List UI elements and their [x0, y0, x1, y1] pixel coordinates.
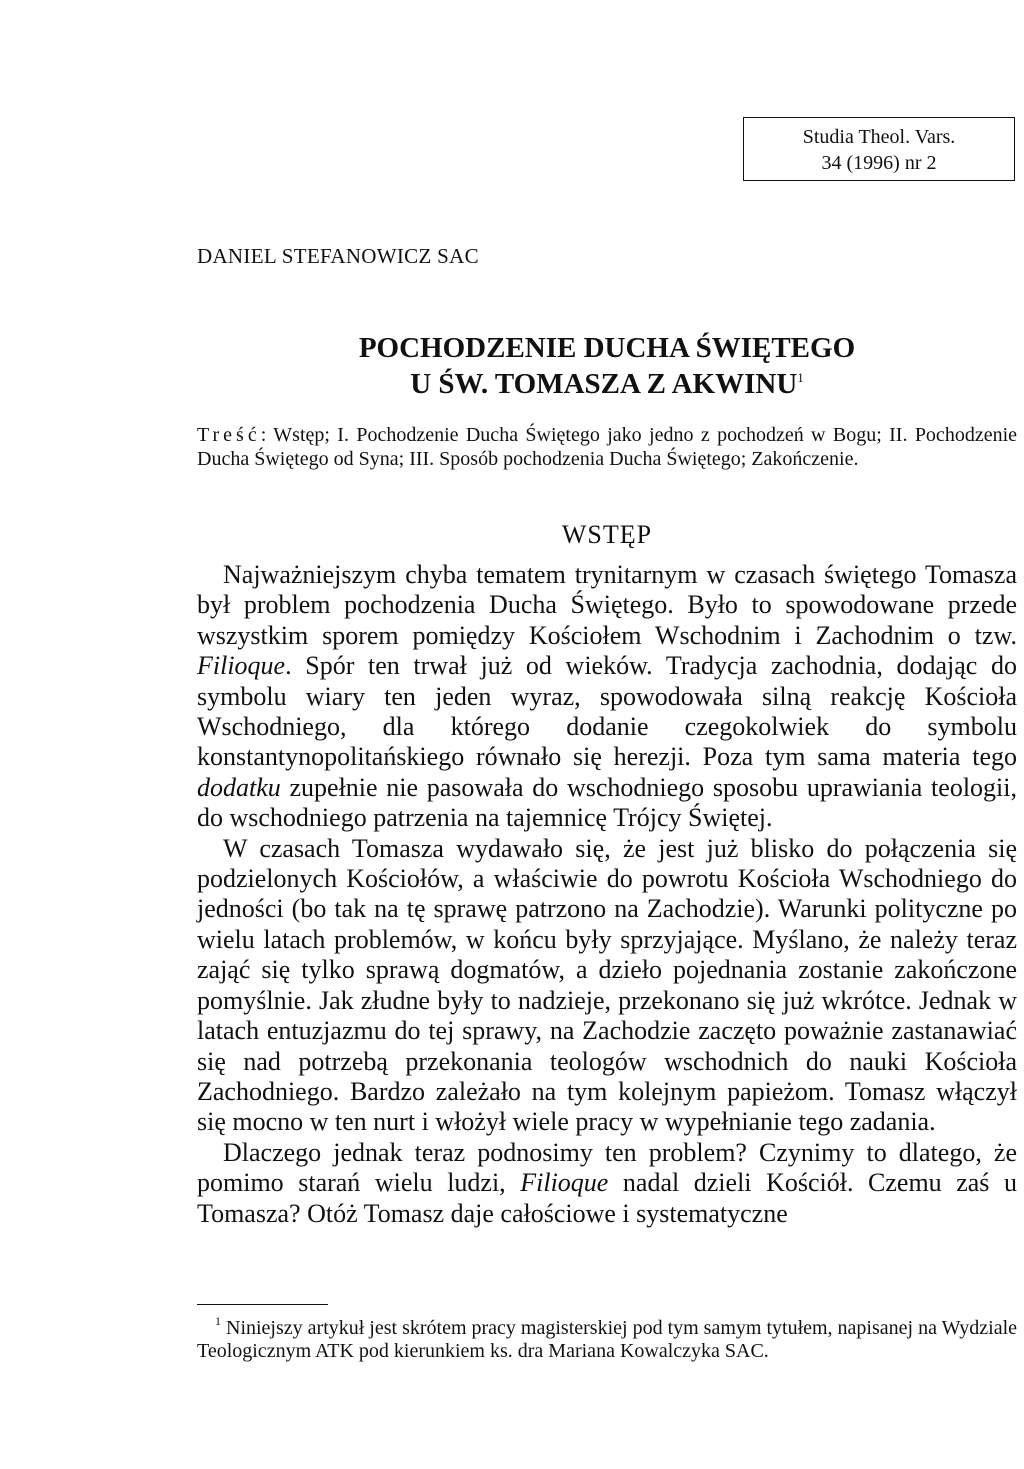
- paragraph-2: W czasach Tomasza wydawało się, że jest już blisko do połączenia się podzielonych Kościołów, a właściwie do powrotu Kościoła Wschodniego do jedności (bo tak na tę sprawę patrzono na Zachodzie). Warunki polityczne po wielu latach problemów, w końcu były sprzyjające. Myślano, że należy teraz zająć się tylko sprawą dogmatów, a dzieło pojednania zostanie zakończone pomyślnie. Jak złudne były to nadzieje, przekonano się już wkrótce. Jednak w latach entuzjazmu do tej sprawy, na Zachodzie zaczęto poważnie zastanawiać się nad potrzebą przekonania teologów wschodnich do nauki Kościoła Zachodniego. Bardzo zależało na tym kolejnym papieżom. Tomasz włączył się mocno w ten nurt i włożył wiele pracy w wypełnianie tego zadania.: [197, 833, 1017, 1137]
- term-filioque-2: Filioque: [520, 1168, 609, 1198]
- article-title: [197, 333, 1017, 399]
- paragraph-3: [197, 1138, 1017, 1229]
- table-of-contents: [197, 423, 1017, 471]
- contents-label: Treść: [197, 424, 261, 446]
- section-heading: WSTĘP: [561, 520, 653, 549]
- term-filioque: Filioque: [197, 651, 286, 681]
- paragraph-1-part-c: zupełnie nie pasowała do wschodniego sposobu uprawiania teologii, do wschodniego patrzenia na tajemnicę Trójcy Świętej.: [197, 772, 1017, 833]
- footnote-text: Niniejszy artykuł jest skrótem pracy magisterskiej pod tym samym tytułem, napisanej na Wydziale Teologicznym ATK pod kierunkiem ks. dra Mariana Kowalczyka SAC.: [197, 1317, 1018, 1362]
- journal-volume: 34 (1996) nr 2: [821, 152, 937, 174]
- term-dodatku: dodatku: [197, 772, 281, 802]
- paragraph-3-part-a: Dlaczego jednak teraz podnosimy ten problem? Czynimy to dlatego, że pomimo starań wielu ludzi,: [197, 1137, 1017, 1198]
- title-line-1: POCHODZENIE DUCHA ŚWIĘTEGO: [358, 332, 856, 364]
- footnote-divider: [197, 1304, 328, 1305]
- article-body: [197, 560, 1017, 1229]
- title-line-2: [197, 363, 1017, 399]
- journal-citation-box: [743, 117, 1015, 181]
- journal-name: Studia Theol. Vars.: [802, 126, 956, 148]
- footnote-mark: 1: [215, 1314, 221, 1328]
- paragraph-3-part-b: nadal dzieli Kościół. Czemu zaś u Tomasza? Otóż Tomasz daje całościowe i systematyczne: [197, 1168, 1017, 1228]
- paragraph-1-part-b: . Spór ten trwał już od wieków. Tradycja zachodnia, dodając do symbolu wiary ten jeden wyraz, spowodowała silną reakcję Kościoła Wschodniego, dla którego dodanie czegokolwiek do symbolu konstantynopolitańskiego równało się herezji. Poza tym sama materia tego: [197, 651, 1017, 772]
- author-name: DANIEL STEFANOWICZ SAC: [197, 244, 479, 268]
- footnote: [197, 1310, 1017, 1363]
- paragraph-1: [197, 560, 1017, 834]
- title-line-2-text: U ŚW. TOMASZA Z AKWINU: [410, 368, 798, 400]
- paragraph-1-part-a: Najważniejszym chyba tematem trynitarnym w czasach świętego Tomasza był problem pochodzenia Ducha Świętego. Było to spowodowane przede wszystkim sporem pomiędzy Kościołem Wschodnim i Zachodnim o tzw.: [197, 560, 1017, 650]
- contents-text: : Wstęp; I. Pochodzenie Ducha Świętego jako jedno z pochodzeń w Bogu; II. Pochodzenie Ducha Świętego od Syna; III. Sposób pochodzenia Ducha Świętego; Zakończenie.: [197, 424, 1017, 470]
- title-footnote-mark: 1: [797, 370, 804, 385]
